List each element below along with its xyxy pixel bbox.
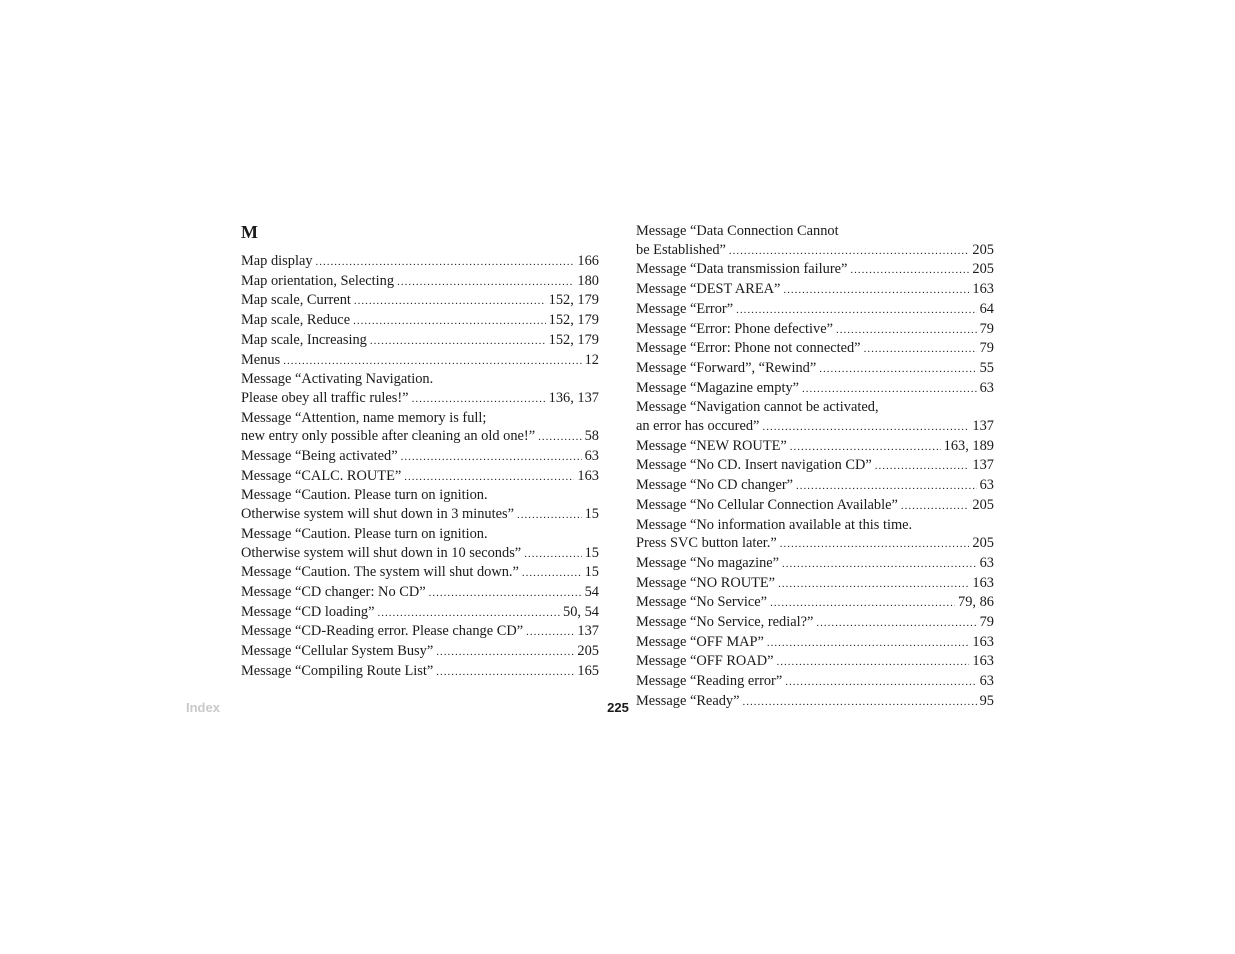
index-entry bbox=[636, 359, 994, 379]
entry-page-refs: 63 bbox=[979, 673, 994, 690]
index-entry bbox=[636, 652, 994, 672]
entry-main-line bbox=[636, 339, 994, 359]
entry-main-line bbox=[636, 437, 994, 457]
entry-term: Message “Error: Phone defective” bbox=[636, 320, 833, 337]
entry-term: Message “Being activated” bbox=[241, 448, 398, 465]
entry-main-line bbox=[636, 652, 994, 672]
entry-term: Press SVC button later.” bbox=[636, 535, 777, 552]
entry-term: Message “Error” bbox=[636, 300, 734, 317]
entry-text-line: Message “Caution. Please turn on ignition. bbox=[241, 525, 488, 542]
entry-term: Otherwise system will shut down in 10 seconds” bbox=[241, 544, 522, 561]
dot-leader bbox=[370, 332, 546, 351]
entry-main-line bbox=[241, 662, 599, 682]
entry-main-line bbox=[636, 672, 994, 692]
dot-leader bbox=[783, 281, 969, 300]
entry-term: Message “Compiling Route List” bbox=[241, 662, 434, 679]
entry-term: Map scale, Increasing bbox=[241, 331, 367, 348]
entry-term: Message “No Cellular Connection Available” bbox=[636, 496, 898, 513]
entry-text-line: Message “Navigation cannot be activated, bbox=[636, 399, 879, 416]
entry-main-line bbox=[636, 359, 994, 379]
entry-term: Message “Data transmission failure” bbox=[636, 261, 848, 278]
dot-leader bbox=[316, 253, 575, 272]
entry-page-refs: 152, 179 bbox=[548, 292, 599, 309]
entry-page-refs: 163 bbox=[972, 281, 994, 298]
entry-page-refs: 137 bbox=[577, 623, 599, 640]
entry-term: Message “OFF ROAD” bbox=[636, 653, 774, 670]
index-entry bbox=[636, 320, 994, 340]
entry-page-refs: 79 bbox=[979, 320, 994, 337]
index-entry bbox=[636, 496, 994, 516]
index-entry bbox=[241, 622, 599, 642]
index-entry bbox=[241, 291, 599, 311]
entry-page-refs: 63 bbox=[979, 554, 994, 571]
entry-main-line bbox=[636, 554, 994, 574]
index-entry bbox=[636, 379, 994, 399]
entry-text-line: Message “Attention, name memory is full; bbox=[241, 409, 487, 426]
entry-term: Message “Forward”, “Rewind” bbox=[636, 359, 817, 376]
index-entry bbox=[241, 447, 599, 467]
entry-text-line: Message “Caution. Please turn on ignition. bbox=[241, 487, 488, 504]
index-entry bbox=[636, 633, 994, 653]
entry-page-refs: 137 bbox=[972, 418, 994, 435]
index-entry bbox=[636, 516, 994, 554]
entry-page-refs: 79 bbox=[979, 614, 994, 631]
entry-text-line: Message “Activating Navigation. bbox=[241, 371, 434, 388]
dot-leader bbox=[429, 584, 582, 603]
entry-page-refs: 55 bbox=[979, 359, 994, 376]
dot-leader bbox=[790, 438, 941, 457]
index-entry bbox=[241, 331, 599, 351]
entry-term: Map scale, Reduce bbox=[241, 312, 351, 329]
entry-main-line bbox=[241, 642, 599, 662]
entry-page-refs: 79 bbox=[979, 340, 994, 357]
dot-leader bbox=[729, 242, 969, 261]
dot-leader bbox=[412, 390, 546, 409]
entry-term: Message “No CD. Insert navigation CD” bbox=[636, 457, 872, 474]
index-entry bbox=[636, 692, 994, 712]
dot-leader bbox=[436, 663, 574, 682]
entry-term: Message “No Service, redial?” bbox=[636, 614, 814, 631]
dot-leader bbox=[401, 448, 582, 467]
entry-page-refs: 136, 137 bbox=[548, 389, 599, 406]
dot-leader bbox=[526, 623, 574, 642]
section-letter: M bbox=[241, 222, 258, 242]
entry-page-refs: 50, 54 bbox=[563, 603, 599, 620]
entry-term: new entry only possible after cleaning an old one!” bbox=[241, 428, 536, 445]
entry-main-line bbox=[636, 456, 994, 476]
entry-main-line bbox=[241, 447, 599, 467]
entry-term: Message “Caution. The system will shut down.” bbox=[241, 564, 519, 581]
entry-page-refs: 58 bbox=[584, 428, 599, 445]
entry-page-refs: 152, 179 bbox=[548, 331, 599, 348]
entry-main-line bbox=[241, 311, 599, 331]
entry-main-line bbox=[241, 544, 599, 564]
dot-leader bbox=[836, 321, 977, 340]
entry-main-line bbox=[241, 583, 599, 603]
entry-page-refs: 163 bbox=[972, 574, 994, 591]
entry-main-line bbox=[241, 622, 599, 642]
entry-main-line bbox=[636, 300, 994, 320]
dot-leader bbox=[354, 292, 546, 311]
dot-leader bbox=[785, 673, 976, 692]
entry-text-line: Message “No information available at this time. bbox=[636, 516, 913, 533]
dot-leader bbox=[901, 497, 970, 516]
entry-term: Message “Cellular System Busy” bbox=[241, 643, 434, 660]
entry-page-refs: 137 bbox=[972, 457, 994, 474]
dot-leader bbox=[782, 555, 977, 574]
entry-main-line bbox=[636, 496, 994, 516]
entry-main-line bbox=[241, 505, 599, 525]
entry-text-line: Message “Data Connection Cannot bbox=[636, 223, 839, 239]
entry-page-refs: 166 bbox=[577, 253, 599, 269]
entry-term: Message “No CD changer” bbox=[636, 477, 794, 494]
entry-term: Message “CD loading” bbox=[241, 603, 375, 620]
dot-leader bbox=[524, 545, 581, 564]
left-entries bbox=[241, 252, 599, 681]
index-entry bbox=[241, 409, 599, 447]
page-number: 225 bbox=[607, 700, 629, 715]
entry-page-refs: 63 bbox=[584, 448, 599, 465]
entry-main-line bbox=[636, 574, 994, 594]
entry-page-refs: 63 bbox=[979, 379, 994, 396]
entry-page-refs: 152, 179 bbox=[548, 312, 599, 329]
entry-page-refs: 79, 86 bbox=[958, 594, 994, 611]
dot-leader bbox=[850, 261, 969, 280]
entry-term: Message “Magazine empty” bbox=[636, 379, 800, 396]
entry-term: Message “NO ROUTE” bbox=[636, 574, 776, 591]
index-entry bbox=[241, 370, 599, 408]
entry-term: Message “CD changer: No CD” bbox=[241, 583, 426, 600]
entry-term: Message “Error: Phone not connected” bbox=[636, 340, 861, 357]
entry-main-line bbox=[241, 389, 599, 409]
entry-term: be Established” bbox=[636, 241, 726, 258]
index-entry bbox=[636, 398, 994, 436]
entry-main-line bbox=[241, 331, 599, 351]
entry-page-refs: 205 bbox=[972, 496, 994, 513]
index-entry bbox=[241, 603, 599, 623]
entry-main-line bbox=[241, 563, 599, 583]
index-entry bbox=[241, 272, 599, 292]
dot-leader bbox=[404, 468, 574, 487]
index-column-left bbox=[241, 222, 599, 681]
dot-leader bbox=[875, 457, 970, 476]
right-entries bbox=[636, 222, 994, 712]
entry-main-line bbox=[241, 603, 599, 623]
dot-leader bbox=[802, 380, 977, 399]
dot-leader bbox=[353, 312, 546, 331]
dot-leader bbox=[819, 360, 976, 379]
entry-page-refs: 63 bbox=[979, 477, 994, 494]
entry-page-refs: 15 bbox=[584, 544, 599, 561]
entry-main-line bbox=[636, 417, 994, 437]
index-column-right bbox=[636, 222, 994, 712]
entry-main-line bbox=[636, 260, 994, 280]
entry-term: Please obey all traffic rules!” bbox=[241, 389, 409, 406]
entry-main-line bbox=[241, 351, 599, 371]
entry-page-refs: 163, 189 bbox=[943, 437, 994, 454]
entry-main-line bbox=[636, 633, 994, 653]
entry-page-refs: 165 bbox=[577, 662, 599, 679]
index-entry bbox=[241, 252, 599, 272]
dot-leader bbox=[522, 564, 582, 583]
index-entry bbox=[636, 476, 994, 496]
entry-page-refs: 12 bbox=[584, 351, 599, 368]
entry-main-line bbox=[636, 280, 994, 300]
entry-term: Message “No Service” bbox=[636, 594, 768, 611]
index-entry bbox=[241, 563, 599, 583]
entry-term: Map scale, Current bbox=[241, 292, 351, 309]
index-entry bbox=[636, 593, 994, 613]
dot-leader bbox=[377, 604, 560, 623]
index-entry bbox=[241, 583, 599, 603]
dot-leader bbox=[736, 301, 977, 320]
dot-leader bbox=[283, 352, 581, 371]
dot-leader bbox=[436, 643, 574, 662]
entry-page-refs: 163 bbox=[972, 653, 994, 670]
entry-main-line bbox=[241, 291, 599, 311]
entry-page-refs: 15 bbox=[584, 506, 599, 523]
index-entry bbox=[636, 339, 994, 359]
dot-leader bbox=[864, 340, 977, 359]
dot-leader bbox=[778, 575, 969, 594]
index-entry bbox=[636, 574, 994, 594]
entry-main-line bbox=[636, 593, 994, 613]
entry-term: Map orientation, Selecting bbox=[241, 272, 395, 289]
dot-leader bbox=[816, 614, 976, 633]
index-entry bbox=[636, 437, 994, 457]
entry-main-line bbox=[636, 476, 994, 496]
footer-section-label: Index bbox=[186, 700, 220, 715]
entry-term: Otherwise system will shut down in 3 minutes” bbox=[241, 506, 515, 523]
entry-term: Menus bbox=[241, 351, 281, 368]
entry-page-refs: 95 bbox=[979, 692, 994, 709]
index-entry bbox=[636, 280, 994, 300]
entry-term: Message “CALC. ROUTE” bbox=[241, 467, 402, 484]
entry-main-line bbox=[636, 241, 994, 261]
entry-term: Message “Ready” bbox=[636, 692, 740, 709]
dot-leader bbox=[796, 477, 977, 496]
index-entry bbox=[241, 642, 599, 662]
entry-main-line bbox=[636, 379, 994, 399]
dot-leader bbox=[397, 273, 574, 292]
entry-main-line bbox=[241, 467, 599, 487]
entry-page-refs: 205 bbox=[972, 261, 994, 278]
index-entry bbox=[636, 672, 994, 692]
entry-page-refs: 205 bbox=[972, 535, 994, 552]
dot-leader bbox=[780, 535, 970, 554]
dot-leader bbox=[517, 506, 582, 525]
dot-leader bbox=[770, 594, 955, 613]
entry-main-line bbox=[636, 613, 994, 633]
index-entry bbox=[636, 222, 994, 260]
entry-page-refs: 163 bbox=[972, 633, 994, 650]
index-entry bbox=[636, 554, 994, 574]
index-entry bbox=[636, 260, 994, 280]
entry-term: Message “DEST AREA” bbox=[636, 281, 781, 298]
entry-term: Message “OFF MAP” bbox=[636, 633, 764, 650]
entry-page-refs: 205 bbox=[577, 643, 599, 660]
entry-term: Message “NEW ROUTE” bbox=[636, 437, 787, 454]
entry-term: Message “No magazine” bbox=[636, 554, 780, 571]
dot-leader bbox=[743, 693, 977, 712]
entry-page-refs: 15 bbox=[584, 564, 599, 581]
dot-leader bbox=[777, 653, 970, 672]
index-entry bbox=[241, 311, 599, 331]
dot-leader bbox=[767, 634, 969, 653]
index-entry bbox=[241, 525, 599, 563]
index-entry bbox=[241, 486, 599, 524]
entry-main-line bbox=[636, 320, 994, 340]
entry-page-refs: 163 bbox=[577, 467, 599, 484]
index-entry bbox=[636, 613, 994, 633]
entry-page-refs: 205 bbox=[972, 241, 994, 258]
entry-term: Message “CD-Reading error. Please change CD” bbox=[241, 623, 524, 640]
entry-term: Message “Reading error” bbox=[636, 673, 783, 690]
entry-term: an error has occured” bbox=[636, 418, 760, 435]
index-entry bbox=[636, 300, 994, 320]
dot-leader bbox=[762, 418, 969, 437]
entry-main-line bbox=[241, 252, 599, 272]
index-entry bbox=[241, 662, 599, 682]
entry-page-refs: 180 bbox=[577, 272, 599, 289]
entry-main-line bbox=[241, 427, 599, 447]
dot-leader bbox=[538, 428, 582, 447]
entry-main-line bbox=[241, 272, 599, 292]
entry-main-line bbox=[636, 534, 994, 554]
entry-main-line bbox=[636, 692, 994, 712]
index-entry bbox=[636, 456, 994, 476]
entry-page-refs: 64 bbox=[979, 300, 994, 317]
entry-term: Map display bbox=[241, 253, 313, 269]
index-entry bbox=[241, 351, 599, 371]
index-entry bbox=[241, 467, 599, 487]
entry-page-refs: 54 bbox=[584, 583, 599, 600]
